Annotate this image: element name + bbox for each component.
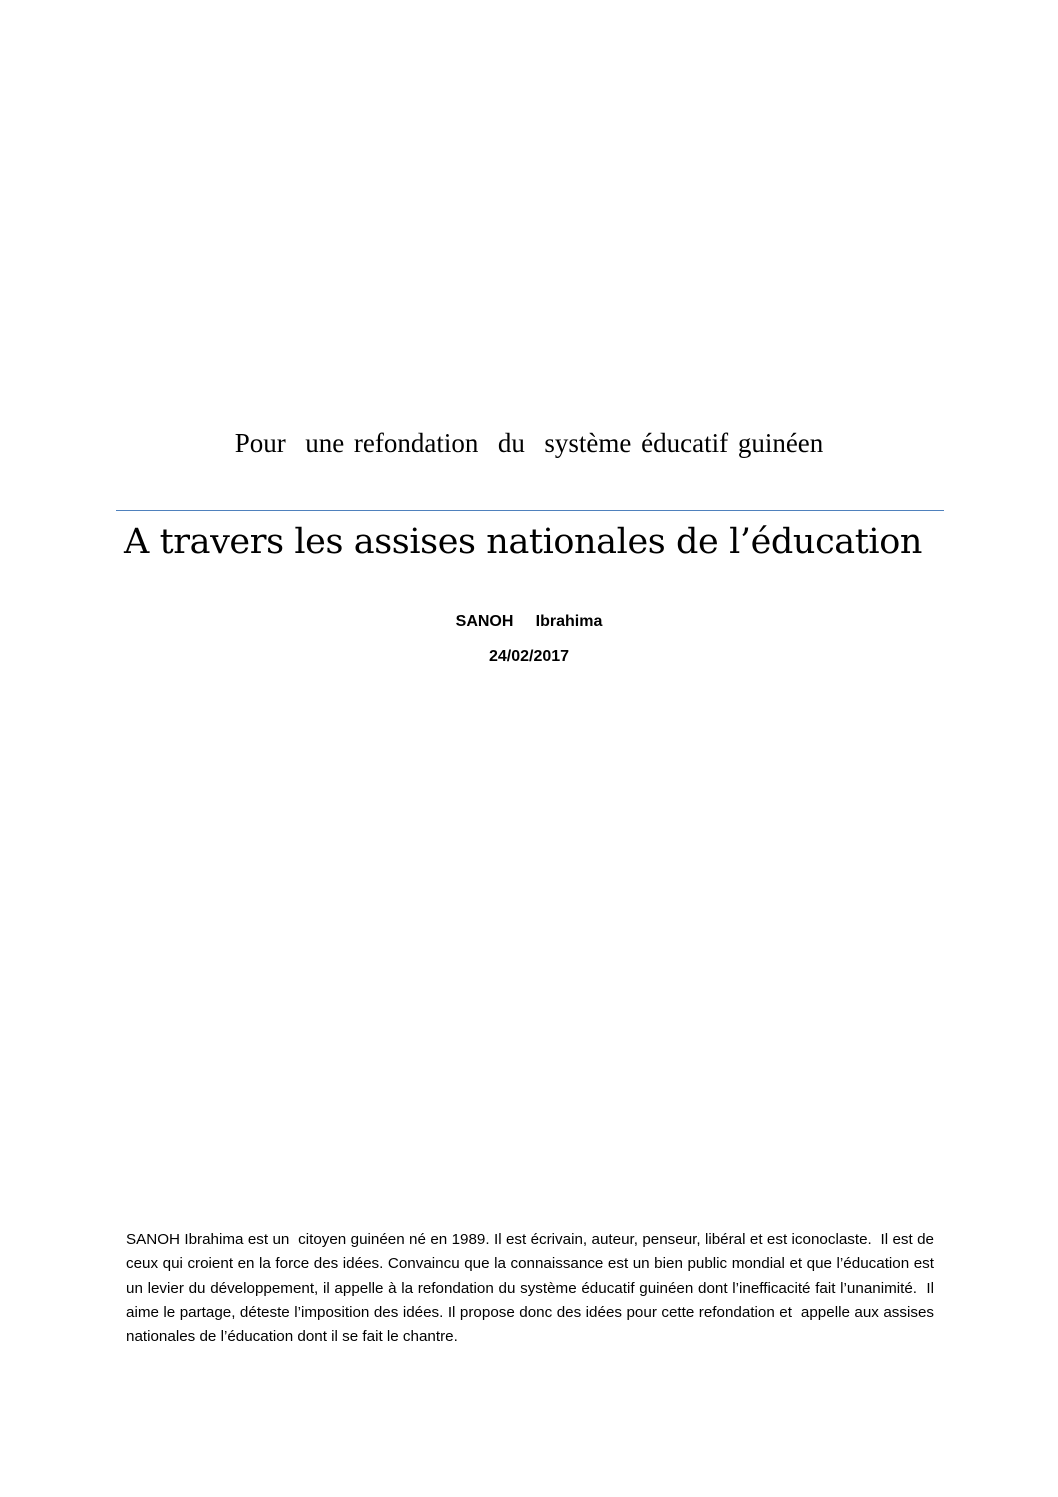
- document-title: Pour une refondation du système éducatif guinéen: [234, 428, 824, 458]
- author-bio: SANOH Ibrahima est un citoyen guinéen né en 1989. Il est écrivain, auteur, penseur, libéral et est iconoclaste. Il est de ceux qui croient en la force des idées. Convaincu que la connaissance est un bien public mondial et que l’éducation est un levier du développement, il appelle à la refondation du système éducatif guinéen dont l’inefficacité fait l’unanimité. Il aime le partage, déteste l’imposition des idées. Il propose donc des idées pour cette refondation et appelle aux assises nationales de l’éducation dont il se fait le chantre.: [126, 1231, 939, 1346]
- title-divider: [116, 510, 944, 511]
- author-name: SANOH Ibrahima: [455, 613, 603, 630]
- document-subtitle: A travers les assises nationales de l’éducation: [124, 522, 923, 562]
- document-date: 24/02/2017: [488, 648, 570, 665]
